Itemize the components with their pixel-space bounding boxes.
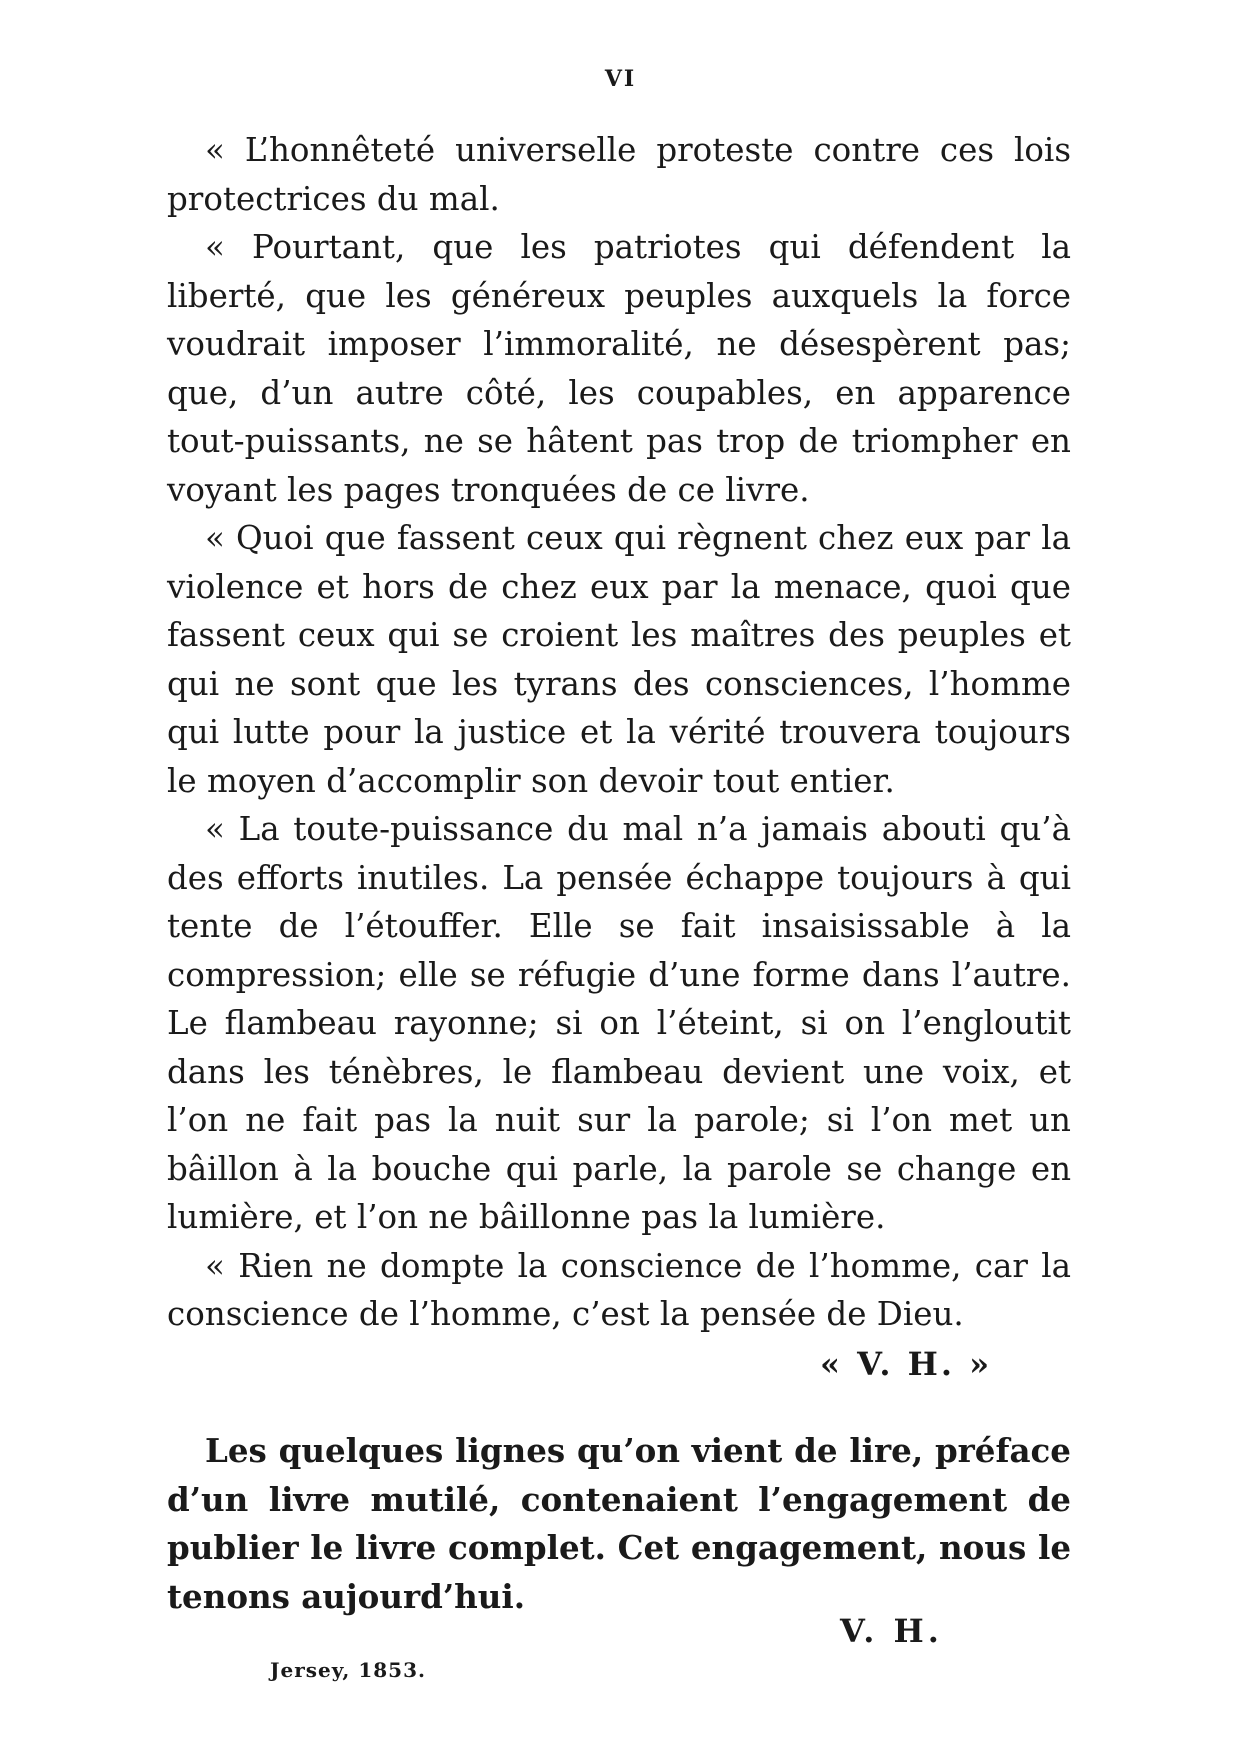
preface-signature: « V. H. » — [820, 1345, 993, 1383]
preface-paragraph-5: « Rien ne dompte la conscience de l’homme, car la conscience de l’homme, c’est la pensée de Dieu. — [167, 1246, 1071, 1333]
closing-signature: V. H. — [840, 1612, 943, 1650]
preface-quote — [167, 126, 1071, 1339]
preface-paragraph-1: « L’honnêteté universelle proteste contre ces lois protectrices du mal. — [167, 131, 1071, 218]
closing-paragraph: Les quelques lignes qu’on vient de lire, préface d’un livre mutilé, contenaient l’engagement de publier le livre complet. Cet engagement, nous le tenons aujourd’hui. — [167, 1431, 1071, 1616]
place-date: Jersey, 1853. — [270, 1658, 426, 1682]
closing-note — [167, 1427, 1071, 1621]
preface-paragraph-4: « La toute-puissance du mal n’a jamais abouti qu’à des efforts inutiles. La pensée échappe toujours à qui tente de l’étouffer. Elle se fait insaisissable à la compression; elle se réfugie d’une forme dans l’autre. Le flambeau rayonne; si on l’éteint, si on l’engloutit dans les ténèbres, le flambeau devient une voix, et l’on ne fait pas la nuit sur la parole; si l’on met un bâillon à la bouche qui parle, la parole se change en lumière, et l’on ne bâillonne pas la lumière. — [167, 810, 1071, 1236]
page-number: VI — [604, 66, 637, 92]
preface-paragraph-3: « Quoi que fassent ceux qui règnent chez eux par la violence et hors de chez eux par la menace, quoi que fassent ceux qui se croient les maîtres des peuples et qui ne sont que les tyrans des consciences, l’homme qui lutte pour la justice et la vérité trouvera toujours le moyen d’accomplir son devoir tout entier. — [167, 519, 1071, 800]
preface-paragraph-2: « Pourtant, que les patriotes qui défendent la liberté, que les généreux peuples auxquels la force voudrait imposer l’immoralité, ne désespèrent pas; que, d’un autre côté, les coupables, en apparence tout-puissants, ne se hâtent pas trop de triompher en voyant les pages tronquées de ce livre. — [167, 228, 1071, 509]
